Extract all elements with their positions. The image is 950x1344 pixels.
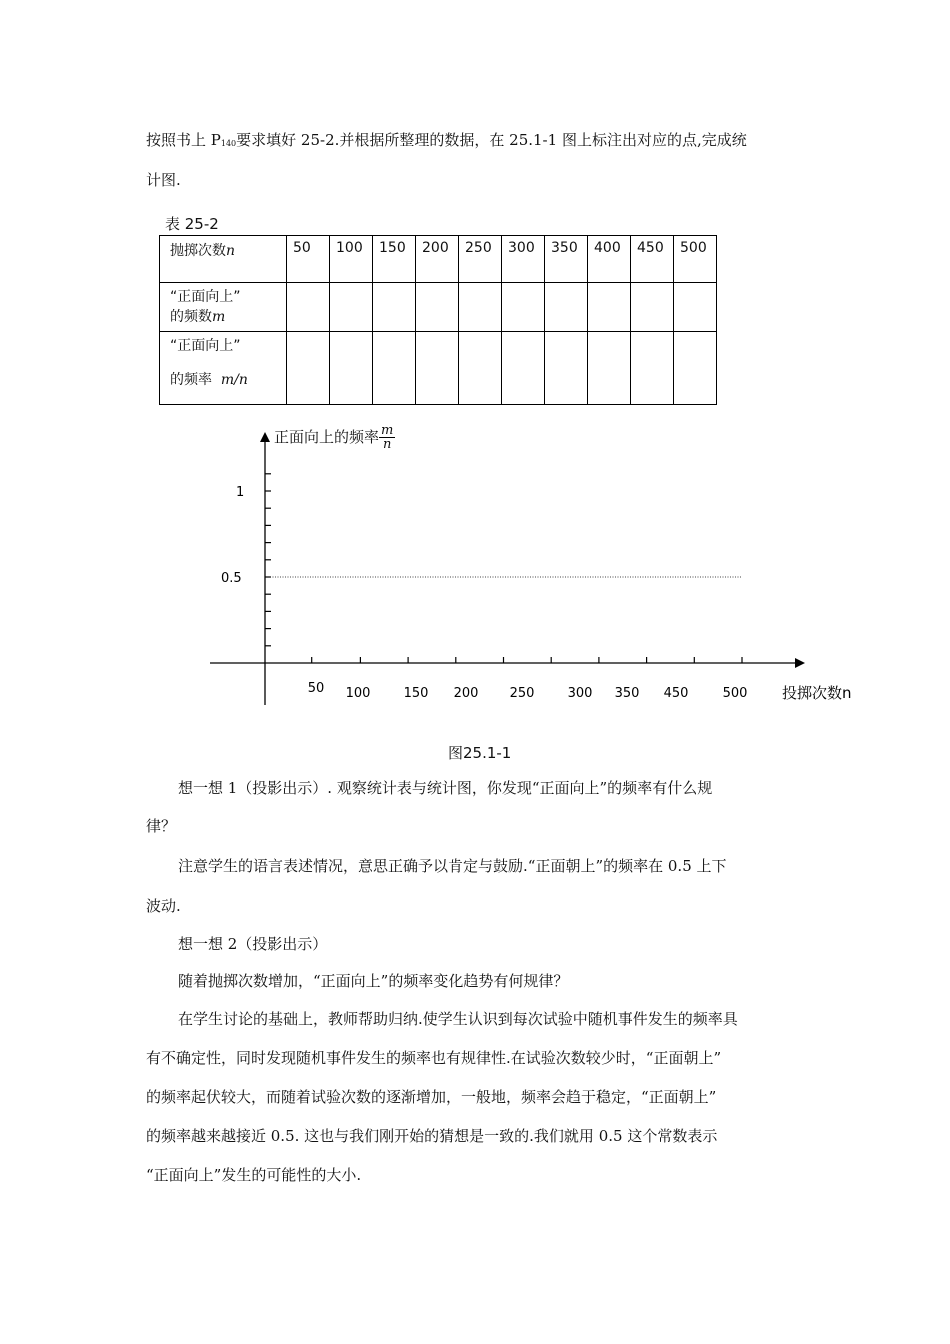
paragraph-5-line-1: 在学生讨论的基础上，教师帮助归纳.使学生认识到每次试验中随机事件发生的频率具	[178, 1010, 738, 1028]
table-row-throws	[160, 236, 717, 283]
col-value: 400	[588, 236, 631, 283]
x-axis-arrow	[795, 658, 805, 668]
paragraph-2-line-1: 注意学生的语言表述情况，意思正确予以肯定与鼓励.“正面朝上”的频率在 0.5 上下	[178, 857, 727, 875]
empty-cell	[545, 332, 588, 405]
page-subscript: 140	[220, 139, 237, 148]
empty-cell	[416, 332, 459, 405]
empty-cell	[674, 283, 717, 332]
paragraph-4: 随着抛掷次数增加，“正面向上”的频率变化趋势有何规律？	[178, 972, 569, 990]
paragraph-5-line-2: 有不确定性，同时发现随机事件发生的频率也有规律性.在试验次数较少时，“正面朝上”	[146, 1049, 722, 1067]
paragraph-1-line-2: 律？	[146, 817, 177, 835]
x-tick-label: 100	[345, 686, 371, 701]
table-caption: 表 25-2	[165, 215, 219, 233]
frequency-chart	[0, 420, 950, 750]
paragraph-1-line-1: 想一想 1（投影出示）. 观察统计表与统计图，你发现“正面向上”的频率有什么规	[178, 779, 713, 797]
col-value: 500	[674, 236, 717, 283]
empty-cell	[330, 332, 373, 405]
empty-cell	[588, 332, 631, 405]
empty-cell	[330, 283, 373, 332]
empty-cell	[459, 283, 502, 332]
y-axis-title	[274, 424, 395, 451]
empty-cell	[631, 332, 674, 405]
row-label-throws: 抛掷次数	[170, 243, 226, 259]
empty-cell	[287, 283, 330, 332]
paragraph-2-line-2: 波动.	[146, 897, 181, 915]
col-value: 350	[545, 236, 588, 283]
row-label-count-a: “正面向上”	[170, 289, 241, 305]
empty-cell	[416, 283, 459, 332]
y-tick-label: 0.5	[221, 571, 242, 586]
var-n: n	[226, 243, 236, 259]
row-header-frequency	[160, 332, 287, 405]
frequency-table	[159, 235, 717, 405]
table-row-frequency	[160, 332, 717, 405]
empty-cell	[287, 332, 330, 405]
chart-ticks	[265, 474, 742, 663]
row-header-count	[160, 283, 287, 332]
col-value: 300	[502, 236, 545, 283]
empty-cell	[674, 332, 717, 405]
chart-axes	[210, 432, 805, 705]
var-m-over-n: m/n	[220, 372, 248, 388]
col-value: 450	[631, 236, 674, 283]
col-value: 250	[459, 236, 502, 283]
y-tick-label: 1	[236, 485, 245, 500]
figure-caption: 图25.1-1	[448, 744, 512, 762]
col-value: 200	[416, 236, 459, 283]
x-tick-label: 50	[307, 681, 325, 696]
chart-labels	[221, 485, 852, 702]
row-label-count-b: 的频数	[170, 309, 212, 325]
paragraph-5-line-4: 的频率越来越接近 0.5. 这也与我们刚开始的猜想是一致的.我们就用 0.5 这个常数表示	[146, 1127, 718, 1145]
empty-cell	[373, 283, 416, 332]
empty-cell	[502, 332, 545, 405]
y-axis-label: 正面向上的频率	[274, 428, 380, 446]
table-row-count	[160, 283, 717, 332]
x-tick-label: 250	[509, 686, 535, 701]
x-tick-label: 150	[403, 686, 429, 701]
empty-cell	[502, 283, 545, 332]
row-header-throws	[160, 236, 287, 283]
col-value: 100	[330, 236, 373, 283]
empty-cell	[545, 283, 588, 332]
x-tick-label: 500	[722, 686, 748, 701]
x-tick-label: 450	[663, 686, 689, 701]
paragraph-5-line-3: 的频率起伏较大，而随着试验次数的逐渐增加，一般地，频率会趋于稳定，“正面朝上”	[146, 1088, 717, 1106]
var-m: m	[212, 309, 226, 325]
intro-line-1	[146, 129, 747, 150]
fraction-denominator: n	[382, 437, 392, 452]
fraction-numerator: m	[381, 423, 394, 438]
paragraph-3: 想一想 2（投影出示）	[178, 935, 328, 953]
y-axis-fraction	[379, 424, 395, 451]
col-value: 50	[287, 236, 330, 283]
empty-cell	[588, 283, 631, 332]
paragraph-5-line-5: “正面向上”发生的可能性的大小.	[146, 1166, 362, 1184]
x-tick-label: 350	[614, 686, 640, 701]
empty-cell	[373, 332, 416, 405]
x-tick-label: 300	[567, 686, 593, 701]
x-tick-label: 200	[453, 686, 479, 701]
intro-text-b: 要求填好 25-2.并根据所整理的数据，在 25.1-1 图上标注出对应的点,完成统	[236, 131, 747, 149]
row-label-frequency-a: “正面向上”	[170, 338, 241, 354]
row-label-frequency-b: 的频率	[170, 372, 212, 388]
x-axis-title: 投掷次数n	[782, 684, 852, 702]
y-axis-arrow	[260, 432, 270, 442]
empty-cell	[631, 283, 674, 332]
empty-cell	[459, 332, 502, 405]
intro-line-2: 计图.	[146, 171, 181, 189]
intro-text-a: 按照书上 P	[146, 131, 221, 149]
col-value: 150	[373, 236, 416, 283]
